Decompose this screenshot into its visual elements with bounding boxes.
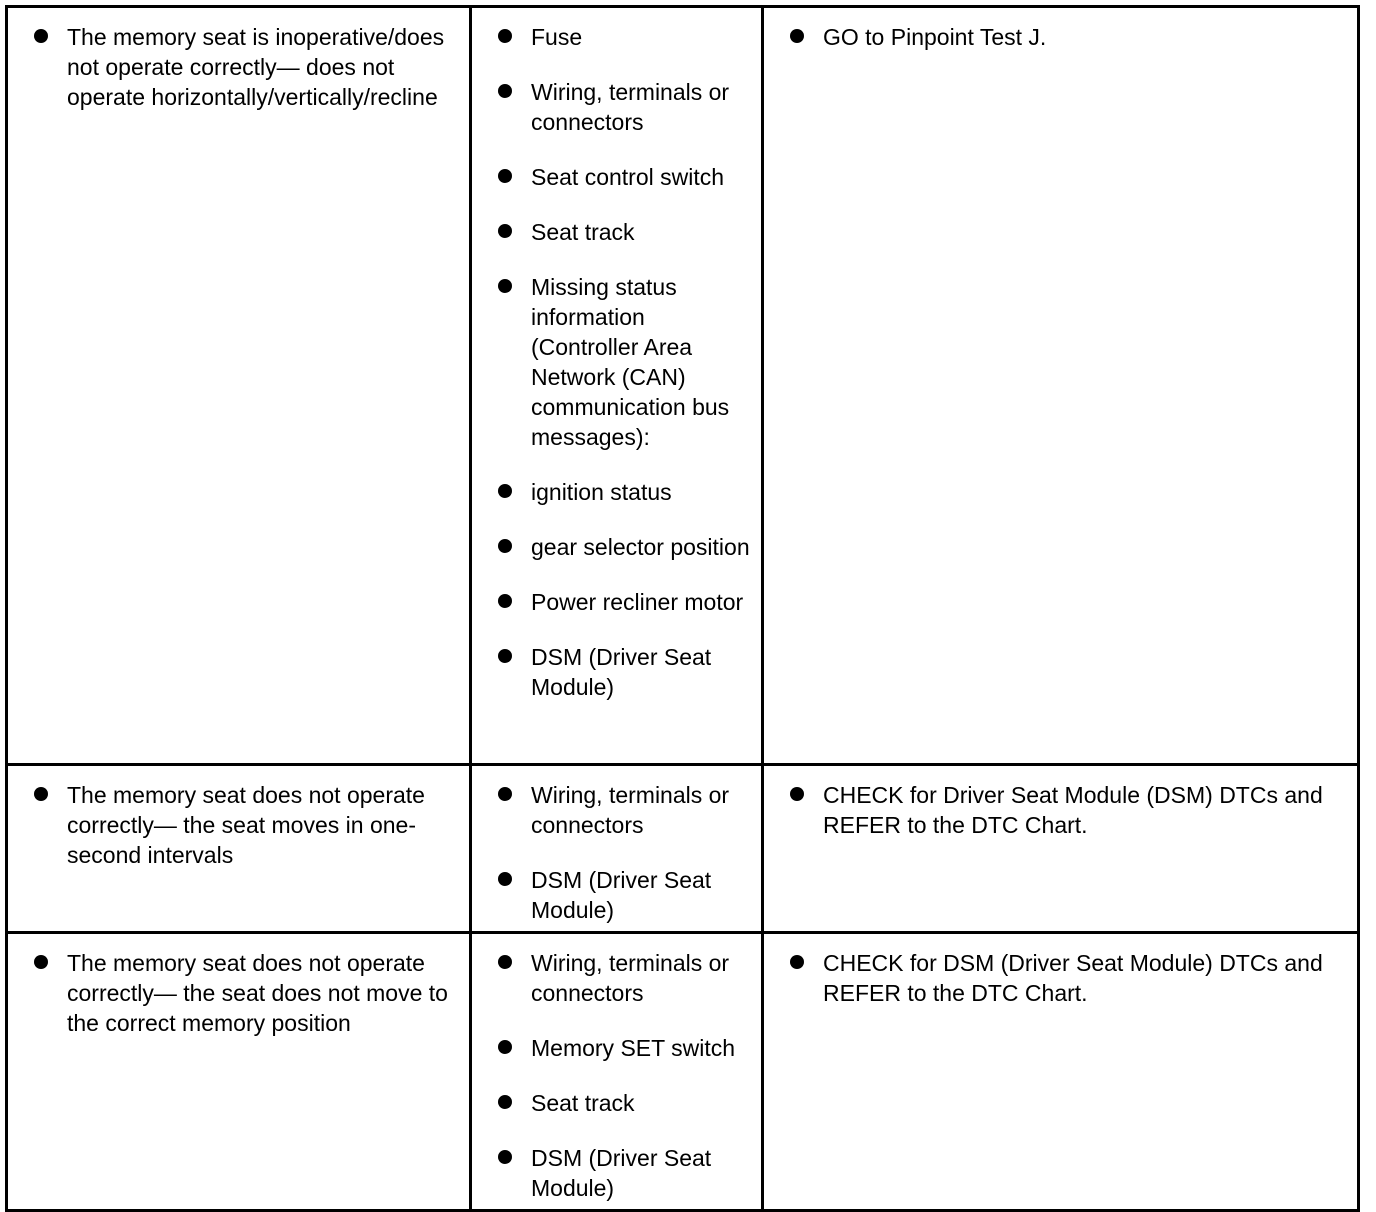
cause-text: ignition status <box>531 479 672 505</box>
action-text: CHECK for Driver Seat Module (DSM) DTCs and REFER to the DTC Chart. <box>823 782 1323 838</box>
list-item <box>498 22 753 52</box>
bullet-icon <box>498 649 512 663</box>
symptom-chart <box>5 5 1357 1200</box>
list-item <box>498 217 753 247</box>
list-item <box>498 77 753 137</box>
list-item <box>498 948 753 1008</box>
bullet-icon <box>498 484 512 498</box>
bullet-icon <box>790 787 804 801</box>
list-item <box>498 1033 753 1063</box>
bullet-icon <box>498 1150 512 1164</box>
cause-text: Memory SET switch <box>531 1035 736 1061</box>
cause-text: Wiring, terminals or connectors <box>531 79 730 135</box>
cause-text: Wiring, terminals or connectors <box>531 950 730 1006</box>
condition-text: The memory seat does not operate correctly— the seat moves in one-second intervals <box>67 782 425 868</box>
action-cell <box>763 7 1359 765</box>
list-item <box>498 1143 753 1203</box>
cause-text: gear selector position <box>531 534 750 560</box>
list-item <box>498 532 753 562</box>
condition-cell <box>7 933 471 1211</box>
list-item <box>498 1088 753 1118</box>
bullet-icon <box>498 955 512 969</box>
list-item <box>498 865 753 925</box>
action-text: GO to Pinpoint Test J. <box>823 24 1047 50</box>
bullet-icon <box>498 872 512 886</box>
bullet-icon <box>498 279 512 293</box>
cause-text: Wiring, terminals or connectors <box>531 782 730 838</box>
bullet-icon <box>498 224 512 238</box>
bullet-icon <box>34 787 48 801</box>
list-item <box>790 948 1349 1008</box>
cause-text: DSM (Driver Seat Module) <box>531 644 712 700</box>
action-cell <box>763 765 1359 933</box>
cause-text: Seat track <box>531 219 635 245</box>
cause-cell <box>471 765 763 933</box>
table-row <box>7 7 1359 765</box>
cause-text: Fuse <box>531 24 583 50</box>
condition-cell <box>7 765 471 933</box>
bullet-icon <box>498 1095 512 1109</box>
condition-text: The memory seat is inoperative/does not operate correctly— does not operate horizontally/vertically/recline <box>67 24 445 110</box>
action-text: CHECK for DSM (Driver Seat Module) DTCs and REFER to the DTC Chart. <box>823 950 1323 1006</box>
bullet-icon <box>790 29 804 43</box>
list-item <box>498 477 753 507</box>
cause-text: DSM (Driver Seat Module) <box>531 1145 712 1201</box>
list-item <box>498 162 753 192</box>
bullet-icon <box>498 84 512 98</box>
table-row <box>7 933 1359 1211</box>
list-item <box>790 22 1349 52</box>
cause-text: Seat track <box>531 1090 635 1116</box>
cause-text: DSM (Driver Seat Module) <box>531 867 712 923</box>
condition-cell <box>7 7 471 765</box>
symptom-table <box>5 5 1360 1212</box>
condition-text: The memory seat does not operate correctly— the seat does not move to the correct memory position <box>67 950 448 1036</box>
list-item <box>34 948 461 1038</box>
list-item <box>498 272 753 452</box>
list-item <box>790 780 1349 840</box>
bullet-icon <box>790 955 804 969</box>
bullet-icon <box>498 594 512 608</box>
cause-text: Seat control switch <box>531 164 725 190</box>
cause-cell <box>471 933 763 1211</box>
list-item <box>498 780 753 840</box>
bullet-icon <box>498 1040 512 1054</box>
bullet-icon <box>498 169 512 183</box>
bullet-icon <box>34 29 48 43</box>
bullet-icon <box>498 539 512 553</box>
list-item <box>34 22 461 112</box>
bullet-icon <box>498 29 512 43</box>
cause-text: Missing status information (Controller Area Network (CAN) communication bus messages): <box>531 274 730 450</box>
action-cell <box>763 933 1359 1211</box>
list-item <box>498 587 753 617</box>
list-item <box>498 642 753 702</box>
cause-cell <box>471 7 763 765</box>
bullet-icon <box>498 787 512 801</box>
table-row <box>7 765 1359 933</box>
cause-text: Power recliner motor <box>531 589 744 615</box>
list-item <box>34 780 461 870</box>
bullet-icon <box>34 955 48 969</box>
